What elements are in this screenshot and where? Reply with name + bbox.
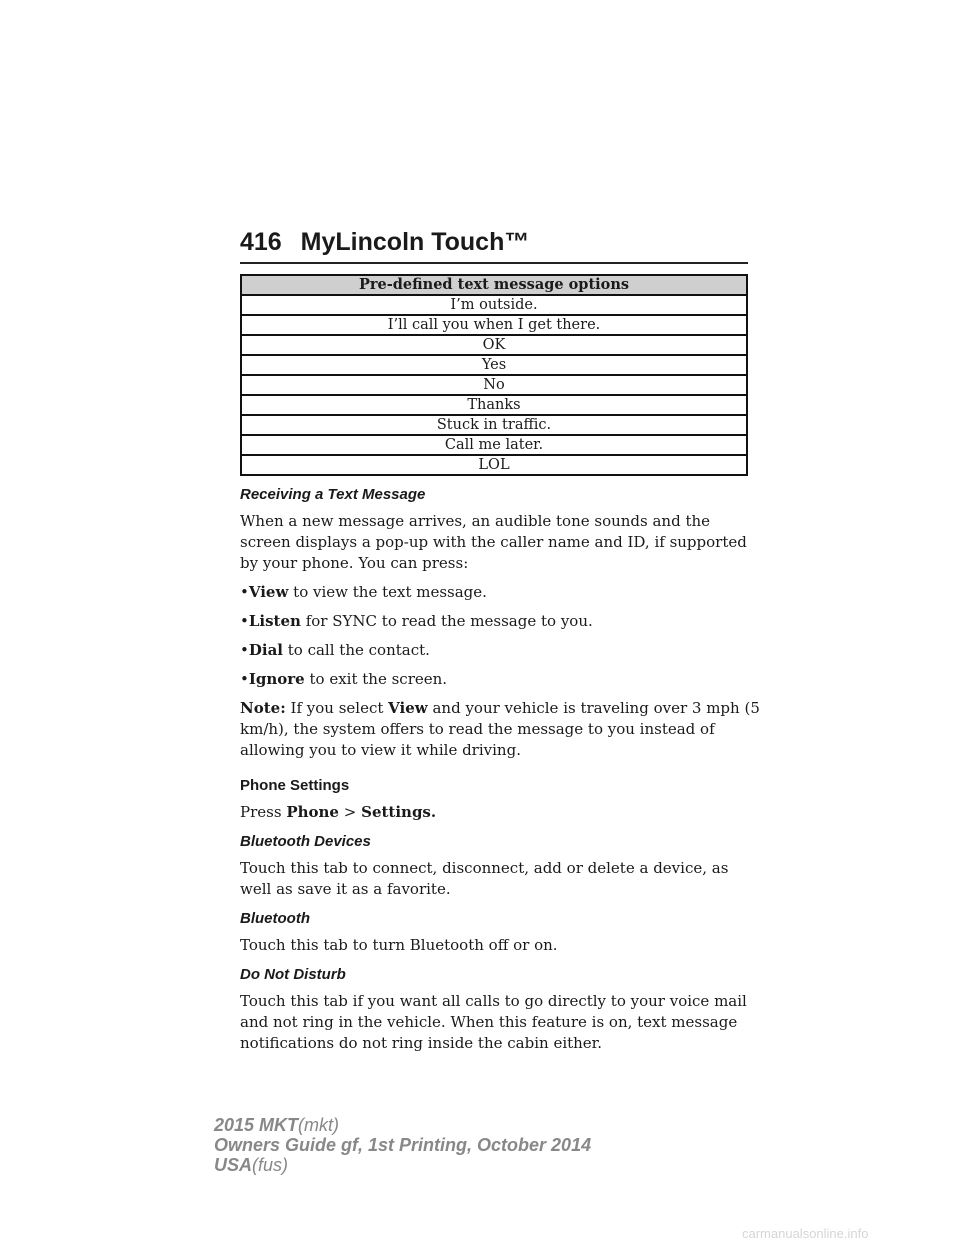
footer-market-code: (fus) bbox=[252, 1155, 289, 1175]
press-phone: Phone bbox=[286, 803, 339, 821]
paragraph: Touch this tab if you want all calls to go directly to your voice mail and not ring in the vehicle. When this feature is on, text message notifications do not ring inside the cabin either. bbox=[240, 992, 747, 1052]
section-heading: Receiving a Text Message bbox=[240, 486, 426, 503]
table-row: Thanks bbox=[241, 395, 747, 415]
press-label: Press bbox=[240, 803, 282, 821]
table-row: No bbox=[241, 375, 747, 395]
note-post: and your vehicle is traveling over 3 mph (5 km/h), the system offers to read the message to you instead of allowing you to view it while driving. bbox=[240, 699, 760, 759]
bullet-term: Dial bbox=[248, 641, 283, 659]
predefined-messages-table bbox=[240, 274, 748, 476]
footer-model: 2015 MKT bbox=[214, 1115, 299, 1135]
press-separator: > bbox=[343, 803, 357, 821]
table-row: Call me later. bbox=[241, 435, 747, 455]
watermark: carmanualsonline.info bbox=[742, 1226, 869, 1241]
section-heading: Phone Settings bbox=[240, 777, 350, 794]
table-row: I’ll call you when I get there. bbox=[241, 315, 747, 335]
section-heading: Bluetooth bbox=[240, 910, 310, 927]
print-footer bbox=[214, 1115, 591, 1175]
list-item: •Dial to call the contact. bbox=[240, 641, 430, 659]
table-row: OK bbox=[241, 335, 747, 355]
paragraph: Touch this tab to connect, disconnect, add or delete a device, as well as save it as a favorite. bbox=[240, 859, 729, 898]
footer-printing: Owners Guide gf, 1st Printing, October 2014 bbox=[214, 1135, 592, 1155]
bullet-term: Ignore bbox=[248, 670, 305, 688]
footer-model-code: (mkt) bbox=[298, 1115, 340, 1135]
section-heading: Do Not Disturb bbox=[240, 966, 346, 983]
table-row: LOL bbox=[241, 455, 747, 475]
note-paragraph bbox=[240, 698, 760, 761]
page-header bbox=[240, 228, 529, 257]
bullet-term: View bbox=[248, 583, 289, 601]
section-heading: Bluetooth Devices bbox=[240, 833, 371, 850]
footer-market: USA bbox=[214, 1155, 253, 1175]
bullet-text: to call the contact. bbox=[287, 641, 430, 659]
list-item: •Ignore to exit the screen. bbox=[240, 670, 448, 688]
paragraph: When a new message arrives, an audible tone sounds and the screen displays a pop-up with the caller name and ID, if supported by your phone. You can press: bbox=[240, 512, 747, 572]
table-row: Stuck in traffic. bbox=[241, 415, 747, 435]
list-item: •View to view the text message. bbox=[240, 583, 487, 601]
bullet-text: for SYNC to read the message to you. bbox=[305, 612, 593, 630]
note-term: View bbox=[388, 699, 428, 717]
note-label: Note: bbox=[240, 699, 286, 717]
table-row: I’m outside. bbox=[241, 295, 747, 315]
page-number: 416 bbox=[240, 228, 282, 256]
page-content bbox=[240, 484, 760, 1062]
bullet-text: to exit the screen. bbox=[309, 670, 448, 688]
paragraph bbox=[240, 802, 760, 823]
page-title: MyLincoln Touch™ bbox=[300, 228, 530, 256]
bullet-term: Listen bbox=[248, 612, 301, 630]
note-pre: If you select bbox=[290, 699, 384, 717]
table-header: Pre-defined text message options bbox=[241, 275, 747, 295]
header-divider bbox=[240, 262, 748, 264]
paragraph: Touch this tab to turn Bluetooth off or on. bbox=[240, 936, 558, 954]
table-row: Yes bbox=[241, 355, 747, 375]
list-item: •Listen for SYNC to read the message to you. bbox=[240, 612, 593, 630]
press-settings: Settings. bbox=[361, 803, 437, 821]
bullet-text: to view the text message. bbox=[293, 583, 487, 601]
